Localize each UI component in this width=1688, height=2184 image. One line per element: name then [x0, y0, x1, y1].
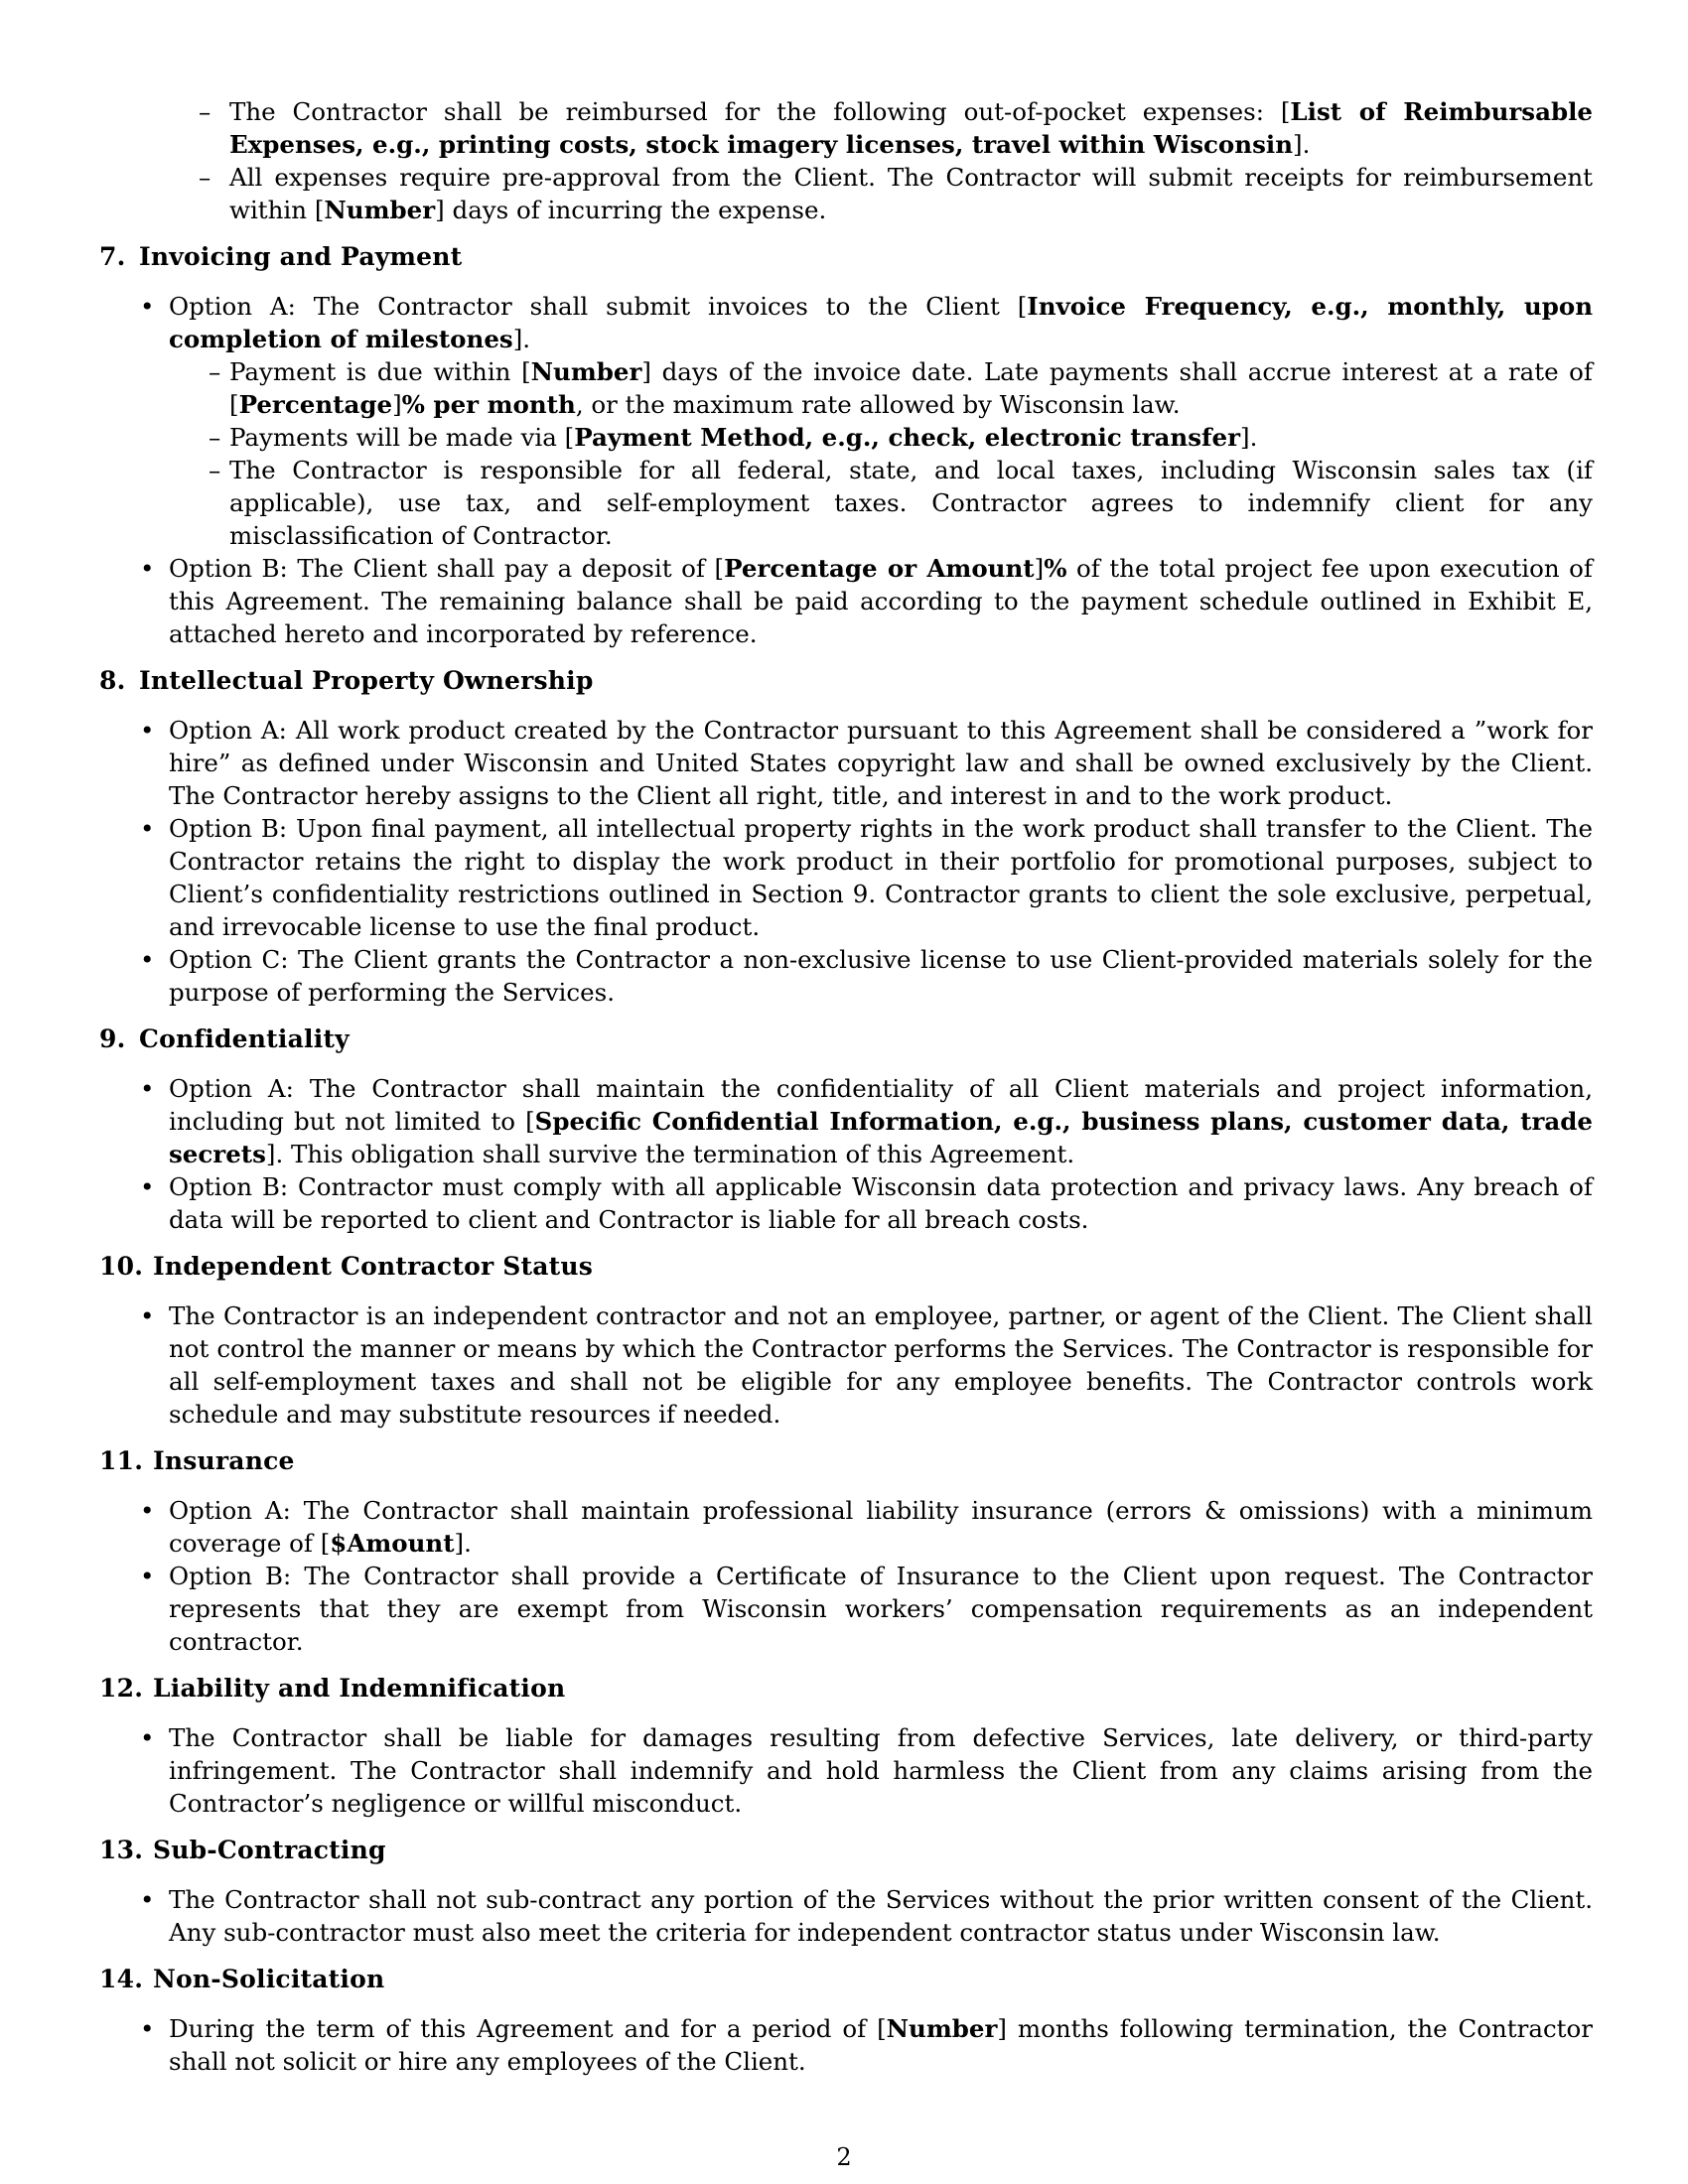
list-item: • The Contractor shall not sub-contract any portion of the Services without the prior written consent of the Client. Any sub-contractor must also meet the criteria for independent contractor status under Wisconsin law.	[99, 1883, 1593, 1949]
section-title: Intellectual Property Ownership	[139, 666, 594, 695]
section-title: Invoicing and Payment	[139, 242, 463, 271]
placeholder-text: %	[1044, 554, 1067, 583]
section-heading	[99, 1963, 1593, 1996]
text-run: All expenses require pre-approval from the Client. The Contractor will submit receipts for reimbursement within [	[229, 163, 1593, 224]
section-liability	[99, 1672, 1593, 1820]
text-run: ] months following termination, the Contractor shall not solicit or hire any employees of the Client.	[169, 2014, 1593, 2076]
section-title: Sub-Contracting	[153, 1836, 386, 1864]
placeholder-text: Percentage or Amount	[724, 554, 1035, 583]
list-item: • Option B: Upon final payment, all intellectual property rights in the work product shall transfer to the Client. The Contractor retains the right to display the work product in their portfolio for promotional purposes, subject to Client’s confidentiality restrictions outlined in Section 9. Contractor grants to client the sole exclusive, perpetual, and irrevocable license to use the final product.	[99, 812, 1593, 943]
text-run: Option A: The Contractor shall maintain the confidentiality of all Client materials and project information, including but not limited to [	[169, 1074, 1593, 1136]
section-intellectual-property	[99, 664, 1593, 1009]
section-number: 7.	[99, 242, 126, 271]
list-item: • Option B: The Contractor shall provide a Certificate of Insurance to the Client upon request. The Contractor represents that they are exempt from Wisconsin workers’ compensation requirements as an independent contractor.	[99, 1560, 1593, 1658]
placeholder-text: Specific Confidential Information, e.g., business plans, customer data, trade secrets	[169, 1107, 1593, 1168]
list-item	[99, 1494, 1593, 1560]
text-run: ]	[1034, 554, 1045, 583]
text-run: During the term of this Agreement and for a period of [	[169, 2014, 887, 2043]
section-invoicing	[99, 240, 1593, 650]
section-title: Confidentiality	[139, 1024, 350, 1053]
section-heading	[99, 1444, 1593, 1478]
section-number: 8.	[99, 666, 126, 695]
placeholder-text: Number	[324, 196, 436, 224]
text-run: ]	[392, 390, 402, 419]
text-run: ].	[1293, 130, 1311, 159]
bullet-list	[99, 1494, 1593, 1658]
list-item	[99, 290, 1593, 552]
list-item	[99, 161, 1593, 226]
section-number: 12.	[99, 1674, 144, 1703]
bullet-list	[99, 1072, 1593, 1236]
list-item: • The Contractor shall be liable for damages resulting from defective Services, late delivery, or third-party infringement. The Contractor shall indemnify and hold harmless the Client from any claims arising from the Contractor’s negligence or willful misconduct.	[99, 1721, 1593, 1820]
section-title: Independent Contractor Status	[153, 1252, 594, 1281]
text-run: Option A: The Contractor shall submit invoices to the Client [	[169, 292, 1028, 321]
section-non-solicitation	[99, 1963, 1593, 2078]
section-title: Non-Solicitation	[153, 1965, 385, 1993]
section-heading	[99, 1023, 1593, 1056]
section-heading	[99, 240, 1593, 274]
section-confidentiality	[99, 1023, 1593, 1236]
list-item	[99, 552, 1593, 650]
text-run: of the total project fee upon execution of this Agreement. The remaining balance shall be paid according to the payment schedule outlined in Exhibit E, attached hereto and incorporated by reference.	[169, 554, 1593, 648]
placeholder-text: Number	[886, 2014, 998, 2043]
list-item: • Option C: The Client grants the Contractor a non-exclusive license to use Client-provided materials solely for the purpose of performing the Services.	[99, 943, 1593, 1009]
section-number: 11.	[99, 1446, 144, 1475]
placeholder-text: List of Reimbursable Expenses, e.g., printing costs, stock imagery licenses, travel within Wisconsin	[229, 97, 1593, 159]
bullet-list	[99, 1299, 1593, 1431]
section-heading	[99, 1250, 1593, 1284]
bullet-list	[99, 1721, 1593, 1820]
placeholder-text: Invoice Frequency, e.g., monthly, upon completion of milestones	[169, 292, 1594, 353]
expense-sublist	[99, 95, 1593, 226]
text-run: ].	[512, 325, 531, 353]
bullet-list	[99, 2012, 1593, 2078]
list-item: – The Contractor is responsible for all federal, state, and local taxes, including Wisconsin sales tax (if applicable), use tax, and self-employment taxes. Contractor agrees to indemnify client for any misclassification of Contractor.	[169, 454, 1593, 552]
section-number: 13.	[99, 1836, 144, 1864]
section-number: 14.	[99, 1965, 144, 1993]
section-title: Insurance	[153, 1446, 295, 1475]
text-run: ].	[1240, 423, 1258, 452]
text-run: ] days of incurring the expense.	[435, 196, 827, 224]
text-run: ] days of the invoice date. Late payments shall accrue interest at a rate of [	[229, 357, 1593, 419]
section-title: Liability and Indemnification	[153, 1674, 566, 1703]
section-sub-contracting	[99, 1834, 1593, 1949]
text-run: , or the maximum rate allowed by Wisconsin law.	[575, 390, 1181, 419]
list-item	[169, 355, 1593, 421]
section-number: 9.	[99, 1024, 126, 1053]
payment-sublist	[169, 355, 1593, 552]
placeholder-text: Percentage	[238, 390, 393, 419]
list-item: • The Contractor is an independent contractor and not an employee, partner, or agent of the Client. The Client shall not control the manner or means by which the Contractor performs the Services. The Contractor is responsible for all self-employment taxes and shall not be eligible for any employee benefits. The Contractor controls work schedule and may substitute resources if needed.	[99, 1299, 1593, 1431]
text-run: ].	[454, 1529, 472, 1558]
text-run: ]. This obligation shall survive the termination of this Agreement.	[265, 1140, 1075, 1168]
list-item	[99, 1072, 1593, 1170]
text-run: The Contractor shall be reimbursed for the following out-of-pocket expenses: [	[229, 97, 1291, 126]
placeholder-text: % per month	[401, 390, 576, 419]
placeholder-text: $Amount	[330, 1529, 455, 1558]
list-item: • Option A: All work product created by the Contractor pursuant to this Agreement shall be considered a ”work for hire” as defined under Wisconsin and United States copyright law and shall be owned exclusively by the Client. The Contractor hereby assigns to the Client all right, title, and interest in and to the work product.	[99, 714, 1593, 812]
bullet-list	[99, 714, 1593, 1009]
section-heading	[99, 664, 1593, 698]
list-item	[99, 95, 1593, 161]
page-number: 2	[836, 2143, 852, 2171]
section-independent-contractor	[99, 1250, 1593, 1431]
document-body	[99, 95, 1593, 2078]
text-run: Option B: The Client shall pay a deposit of [	[169, 554, 725, 583]
bullet-list	[99, 1883, 1593, 1949]
list-item	[99, 2012, 1593, 2078]
text-run: Payment is due within [	[229, 357, 531, 386]
section-heading	[99, 1672, 1593, 1706]
list-item	[169, 421, 1593, 454]
section-number: 10.	[99, 1252, 144, 1281]
bullet-list	[99, 290, 1593, 650]
section-insurance	[99, 1444, 1593, 1658]
placeholder-text: Number	[530, 357, 642, 386]
section-heading	[99, 1834, 1593, 1867]
text-run: Option A: The Contractor shall maintain professional liability insurance (errors & omissions) with a minimum coverage of [	[169, 1496, 1593, 1558]
placeholder-text: Payment Method, e.g., check, electronic transfer	[574, 423, 1241, 452]
text-run: Payments will be made via [	[229, 423, 575, 452]
list-item: • Option B: Contractor must comply with all applicable Wisconsin data protection and privacy laws. Any breach of data will be reported to client and Contractor is liable for all breach costs.	[99, 1170, 1593, 1236]
